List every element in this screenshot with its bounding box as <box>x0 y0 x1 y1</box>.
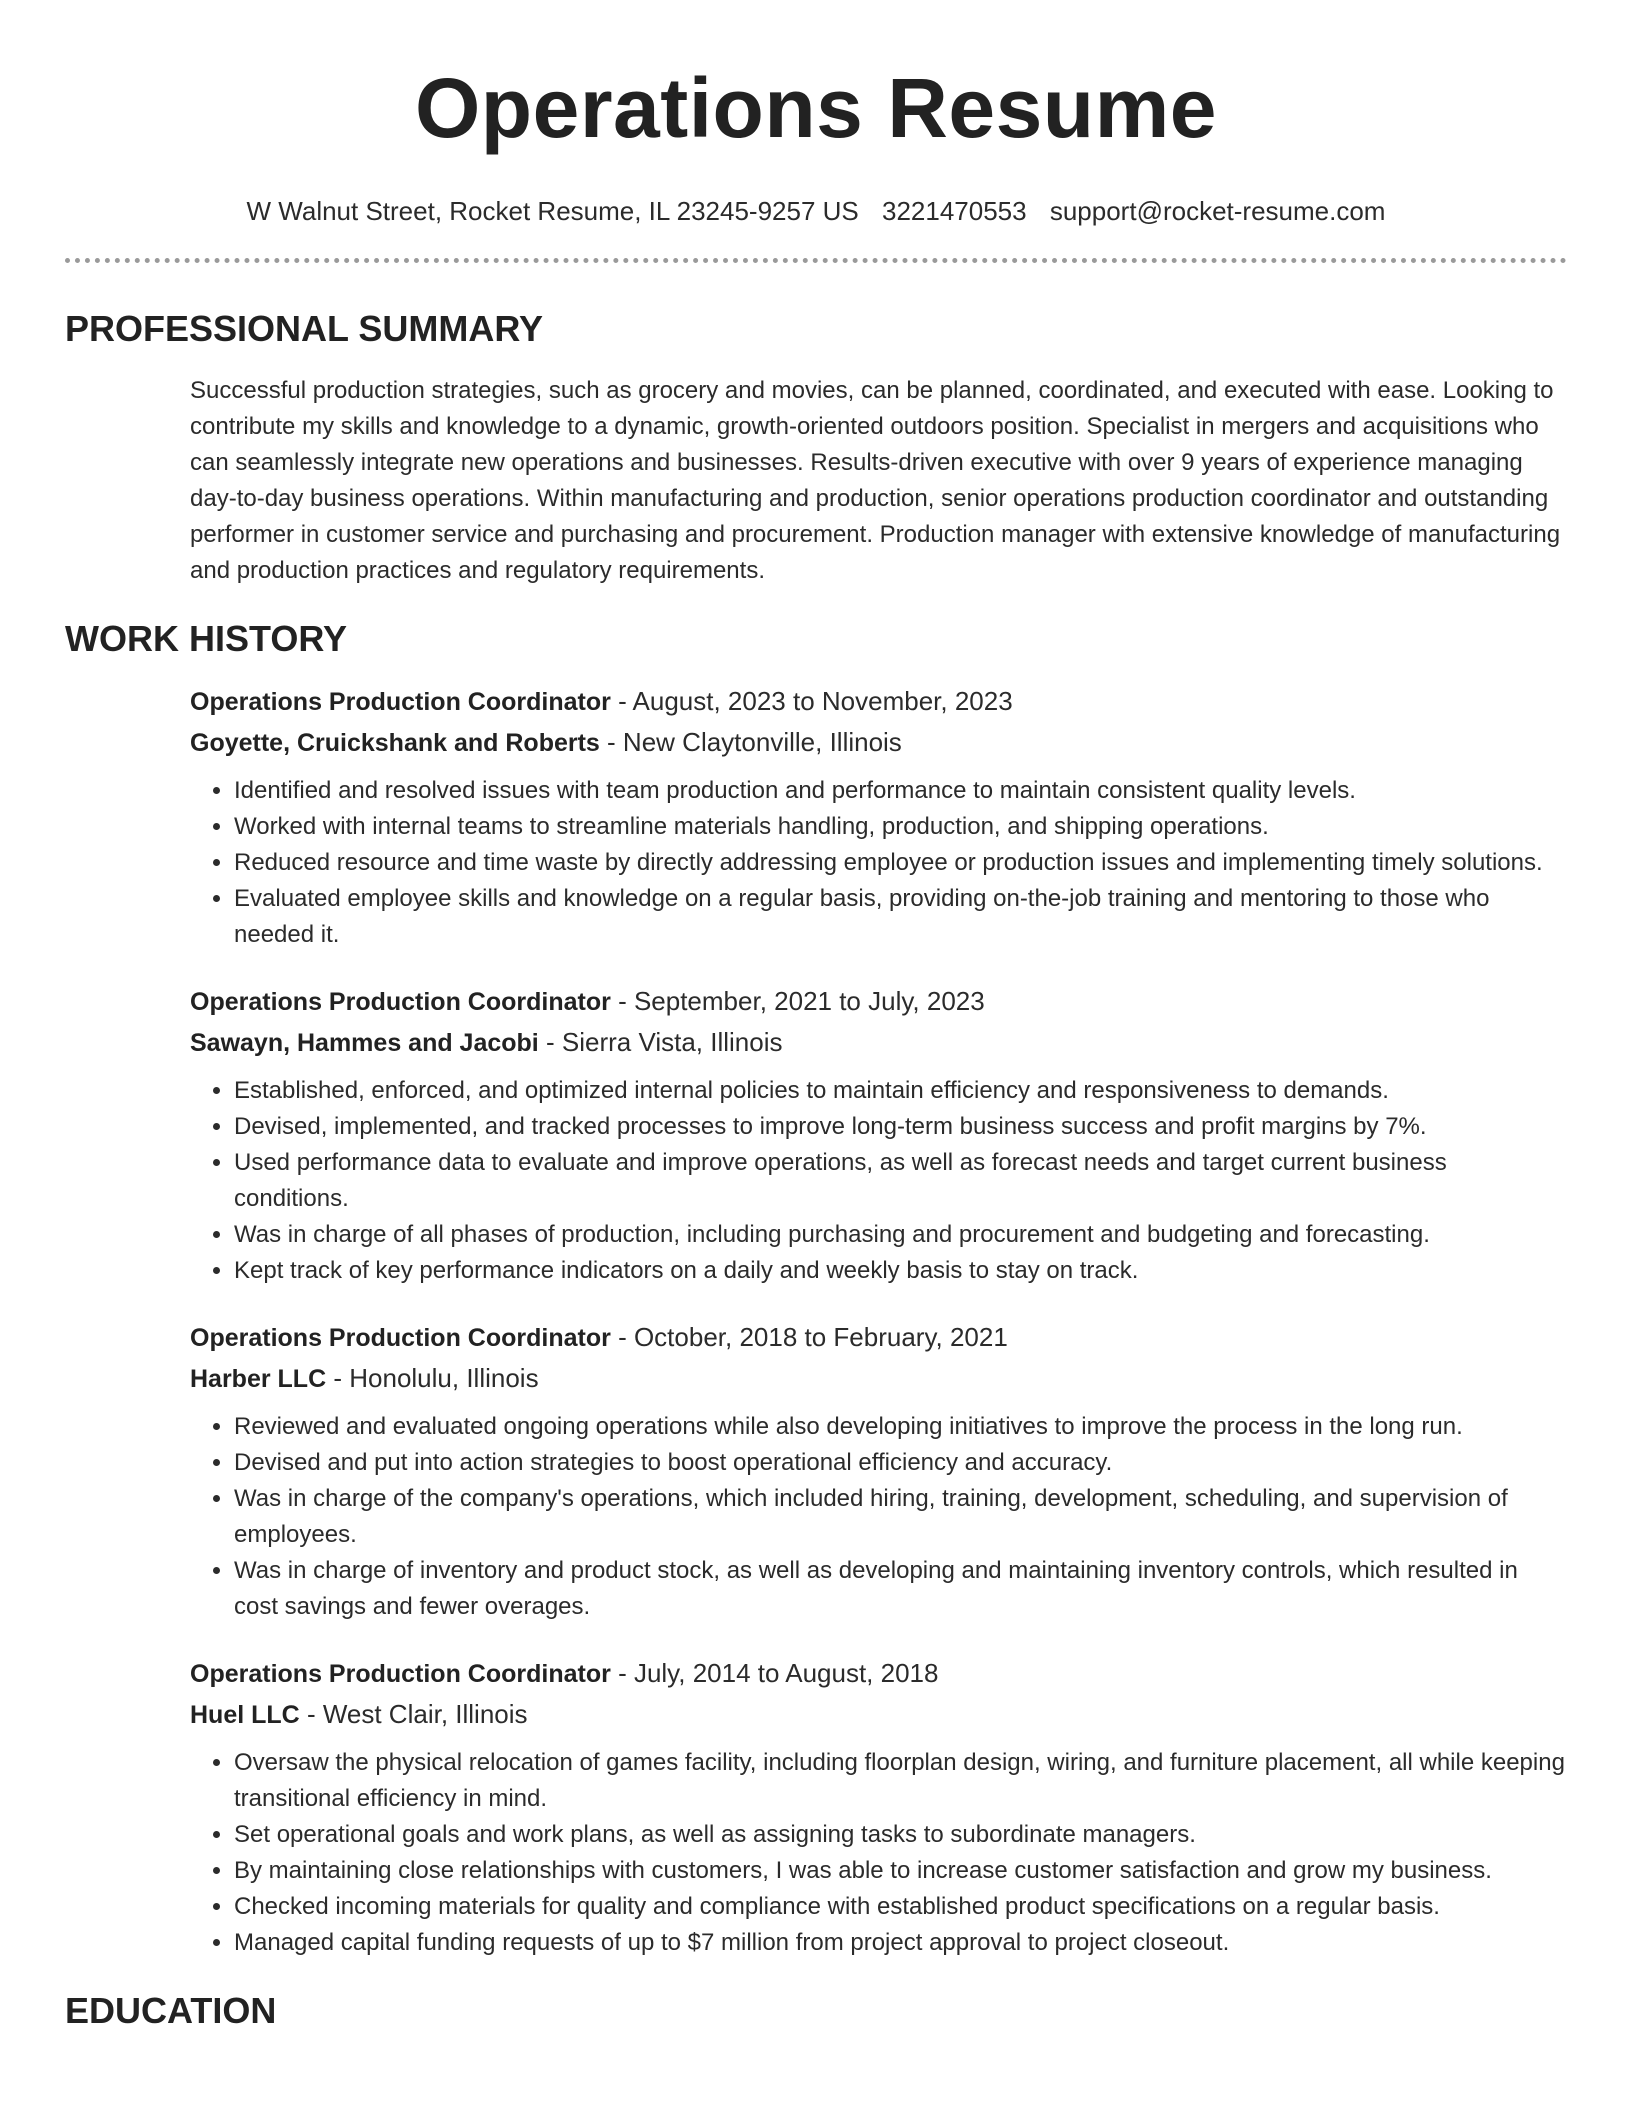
job-bullet: • Oversaw the physical relocation of games facility, including floorplan design, wiring, and furniture placement, all while keeping transitional efficiency in mind. <box>234 1745 1567 1817</box>
job-role-line <box>190 981 1567 1022</box>
job-bullet: • Reviewed and evaluated ongoing operations while also developing initiatives to improve the process in the long run. <box>234 1409 1567 1445</box>
summary-heading: PROFESSIONAL SUMMARY <box>65 308 544 349</box>
job-bullet: • Checked incoming materials for quality and compliance with established product specifications on a regular basis. <box>234 1889 1567 1925</box>
contact-email: support@rocket-resume.com <box>1049 196 1386 226</box>
job-role-line <box>190 1317 1567 1358</box>
job-role: Operations Production Coordinator <box>190 988 611 1016</box>
job-bullet: • Worked with internal teams to streamline materials handling, production, and shipping operations. <box>234 809 1567 845</box>
job-bullet: • Established, enforced, and optimized internal policies to maintain efficiency and responsiveness to demands. <box>234 1073 1567 1109</box>
job-bullet: • Was in charge of all phases of production, including purchasing and procurement and budgeting and forecasting. <box>234 1217 1567 1253</box>
job-company-line <box>190 1694 1567 1735</box>
job-company-line <box>190 722 1567 763</box>
job-entry <box>190 1317 1567 1625</box>
job-role: Operations Production Coordinator <box>190 688 611 716</box>
job-bullet-list <box>190 1409 1567 1625</box>
job-bullet: • Devised, implemented, and tracked processes to improve long-term business success and profit margins by 7%. <box>234 1109 1567 1145</box>
contact-address: W Walnut Street, Rocket Resume, IL 23245-9257 US <box>246 196 859 226</box>
job-bullet: • Devised and put into action strategies to boost operational efficiency and accuracy. <box>234 1445 1567 1481</box>
job-dates: - October, 2018 to February, 2021 <box>610 1322 1008 1352</box>
job-bullet: • Used performance data to evaluate and improve operations, as well as forecast needs and target current business conditions. <box>234 1145 1567 1217</box>
job-role: Operations Production Coordinator <box>190 1324 611 1352</box>
contact-line <box>65 194 1567 228</box>
contact-phone: 3221470553 <box>882 196 1027 226</box>
job-bullet: • Set operational goals and work plans, as well as assigning tasks to subordinate managers. <box>234 1817 1567 1853</box>
job-entry <box>190 981 1567 1289</box>
job-bullet-list <box>190 1073 1567 1289</box>
job-bullet: • Reduced resource and time waste by directly addressing employee or production issues and implementing timely solutions. <box>234 845 1567 881</box>
job-bullet: • Identified and resolved issues with team production and performance to maintain consistent quality levels. <box>234 773 1567 809</box>
job-role: Operations Production Coordinator <box>190 1660 611 1688</box>
job-bullet: • Kept track of key performance indicators on a daily and weekly basis to stay on track. <box>234 1253 1567 1289</box>
job-dates: - August, 2023 to November, 2023 <box>610 686 1013 716</box>
job-location: - Sierra Vista, Illinois <box>538 1027 783 1057</box>
resume-header <box>65 0 1567 228</box>
job-role-line <box>190 1653 1567 1694</box>
work-history-section <box>190 681 1567 1961</box>
job-bullet: • Was in charge of the company's operations, which included hiring, training, development, scheduling, and supervision of employees. <box>234 1481 1567 1553</box>
resume-title: Operations Resume <box>414 61 1218 155</box>
job-bullet: • Evaluated employee skills and knowledge on a regular basis, providing on-the-job training and mentoring to those who needed it. <box>234 881 1567 953</box>
job-location: - New Claytonville, Illinois <box>599 727 902 757</box>
job-entry <box>190 1653 1567 1961</box>
job-location: - West Clair, Illinois <box>299 1699 528 1729</box>
job-entry <box>190 681 1567 953</box>
summary-section <box>190 373 1567 589</box>
job-bullet: • Managed capital funding requests of up to $7 million from project approval to project closeout. <box>234 1925 1567 1961</box>
summary-text: Successful production strategies, such as grocery and movies, can be planned, coordinated, and executed with ease. Looking to contribute my skills and knowledge to a dynamic, growth-oriented outdoors position. Specialist in mergers and acquisitions who can seamlessly integrate new operations and businesses. Results-driven executive with over 9 years of experience managing day-to-day business operations. Within manufacturing and production, senior operations production coordinator and outstanding performer in customer service and purchasing and procurement. Production manager with extensive knowledge of manufacturing and production practices and regulatory requirements. <box>190 377 1561 584</box>
job-location: - Honolulu, Illinois <box>326 1363 539 1393</box>
job-dates: - July, 2014 to August, 2018 <box>610 1658 939 1688</box>
job-company: Goyette, Cruickshank and Roberts <box>190 729 600 757</box>
job-company: Harber LLC <box>190 1365 327 1393</box>
job-company-line <box>190 1022 1567 1063</box>
work-history-heading: WORK HISTORY <box>65 618 348 659</box>
job-company: Sawayn, Hammes and Jacobi <box>190 1029 539 1057</box>
job-company-line <box>190 1358 1567 1399</box>
header-divider <box>65 258 1567 263</box>
education-heading: EDUCATION <box>65 1990 277 2031</box>
job-bullet-list <box>190 773 1567 953</box>
job-bullet: • By maintaining close relationships with customers, I was able to increase customer satisfaction and grow my business. <box>234 1853 1567 1889</box>
job-bullet: • Was in charge of inventory and product stock, as well as developing and maintaining inventory controls, which resulted in cost savings and fewer overages. <box>234 1553 1567 1625</box>
job-bullet-list <box>190 1745 1567 1961</box>
job-company: Huel LLC <box>190 1701 300 1729</box>
job-dates: - September, 2021 to July, 2023 <box>610 986 985 1016</box>
job-role-line <box>190 681 1567 722</box>
